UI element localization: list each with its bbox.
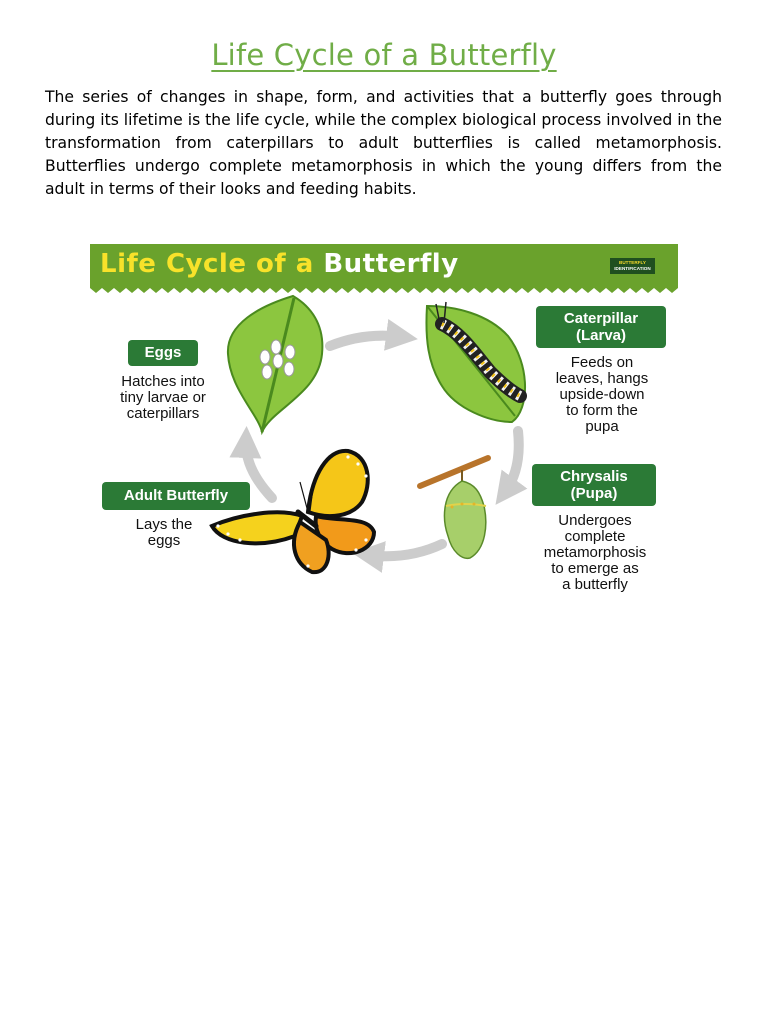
banner-title-part2: Butterfly — [323, 249, 459, 279]
arrow-chrysalis-to-adult — [368, 544, 442, 556]
chrysalis-label — [532, 464, 656, 506]
egg-leaf-icon — [228, 296, 322, 432]
chrysalis-label-line1: Chrysalis — [560, 468, 628, 485]
chrysalis-desc-line3: metamorphosis — [543, 544, 647, 561]
caterpillar-desc-line5: pupa — [585, 418, 619, 435]
eggs-desc-line2: tiny larvae or — [120, 389, 206, 406]
logo-line2: IDENTIFICATION — [614, 265, 651, 271]
arrow-eggs-to-caterpillar — [330, 336, 402, 346]
arrow-caterpillar-to-chrysalis — [505, 431, 519, 492]
chrysalis-desc-line4: to emerge as — [551, 560, 639, 577]
adult-butterfly-label — [102, 482, 250, 510]
life-cycle-figure — [90, 244, 678, 600]
eggs-desc-line3: caterpillars — [126, 405, 200, 422]
caterpillar-desc-line2: leaves, hangs — [555, 370, 649, 387]
chrysalis-label-line2: (Pupa) — [570, 485, 618, 502]
caterpillar-desc-line4: to form the — [566, 402, 638, 419]
chrysalis-desc-line1: Undergoes — [558, 512, 632, 529]
logo-line1: BUTTERFLY — [619, 260, 646, 265]
adult-description — [110, 517, 218, 549]
chrysalis-desc-line5: a butterfly — [562, 576, 628, 593]
eggs-desc-line1: Hatches into — [121, 373, 205, 390]
adult-desc-line2: eggs — [147, 532, 181, 549]
intro-paragraph: The series of changes in shape, form, and activities that a butterfly goes through during its lifetime is the life cycle, while the complex biological process involved in the transformation from caterpillars to adult butterflies is called metamorphosis. Butterflies undergo complete metamorphosis in which the young differs from the adult in terms of their looks and feeding habits. — [45, 88, 722, 198]
caterpillar-desc-line1: Feeds on — [570, 354, 634, 371]
butterfly-icon — [212, 451, 374, 572]
caterpillar-desc-line3: upside-down — [559, 386, 645, 403]
caterpillar-label-line2: (Larva) — [575, 327, 627, 344]
caterpillar-label-line1: Caterpillar — [563, 310, 639, 327]
chrysalis-description — [522, 513, 668, 593]
chrysalis-icon — [420, 458, 488, 558]
adult-desc-line1: Lays the — [135, 516, 193, 533]
caterpillar-description — [530, 355, 674, 435]
eggs-description — [96, 374, 230, 422]
adult-label-text: Adult Butterfly — [123, 487, 229, 504]
eggs-label-text: Eggs — [144, 344, 182, 361]
chrysalis-desc-line2: complete — [564, 528, 626, 545]
document-title: Life Cycle of a Butterfly — [211, 38, 557, 72]
caterpillar-label — [536, 306, 666, 348]
eggs-label — [128, 340, 198, 366]
banner-title-part1: Life Cycle of a — [100, 249, 324, 279]
